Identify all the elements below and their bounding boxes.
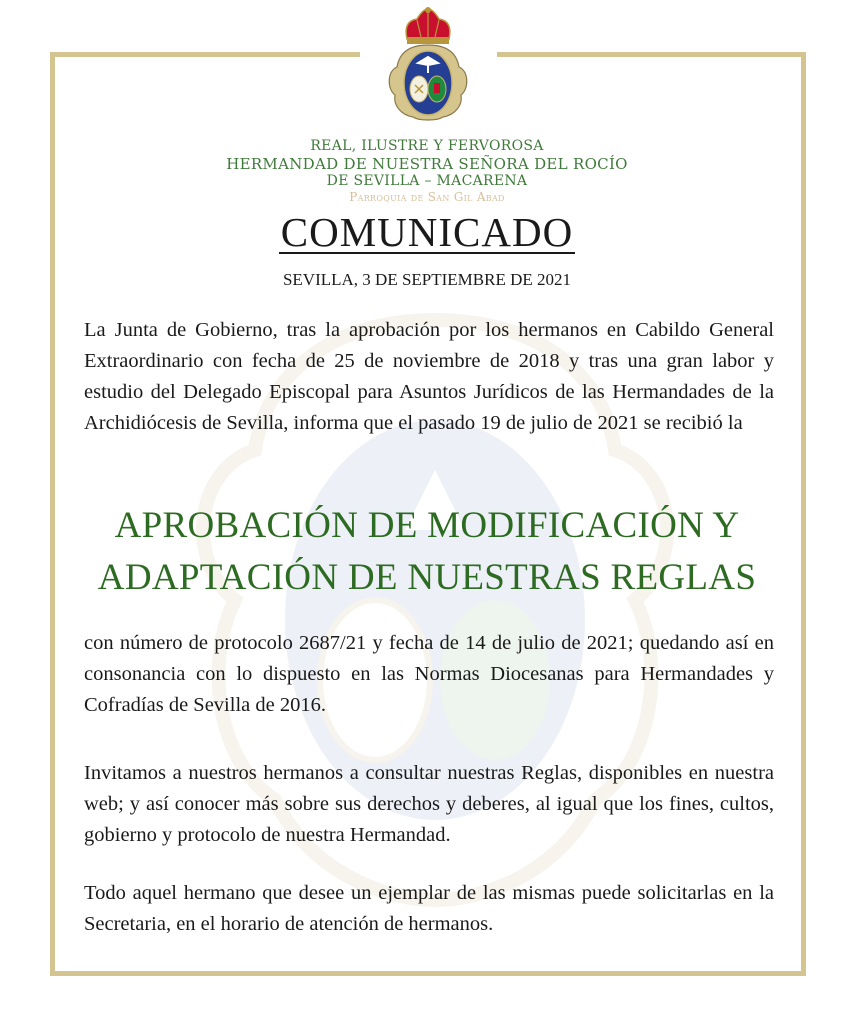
brotherhood-name-line2: HERMANDAD DE NUESTRA SEÑORA DEL ROCÍO [226, 155, 628, 173]
brotherhood-crest-icon [385, 5, 471, 123]
parish-name: Parroquia de San Gil Abad [349, 190, 505, 204]
brotherhood-name-line1: REAL, ILUSTRE Y FERVOROSA [310, 138, 544, 154]
paragraph-intro: La Junta de Gobierno, tras la aprobación por los hermanos en Cabildo General Extraordinario con fecha de 25 de noviembre de 2018 y tras una gran labor y estudio del Delegado Episcopal para Asuntos Jurídicos de las Hermandades de la Archidiócesis de Sevilla, informa que el pasado 19 de julio de 2021 se recibió la [84, 319, 774, 434]
frame-bottom [50, 971, 806, 976]
document-title-text: COMUNICADO [280, 209, 574, 255]
paragraph-protocol: con número de protocolo 2687/21 y fecha de 14 de julio de 2021; quedando así en consonancia con lo dispuesto en las Normas Diocesanas para Hermandades y Cofradías de Sevilla de 2016. [84, 632, 774, 716]
headline-line1: APROBACIÓN DE MODIFICACIÓN Y [114, 505, 740, 546]
document-title [0, 208, 854, 256]
brotherhood-name-line3: DE SEVILLA – MACARENA [326, 173, 528, 189]
document-date: SEVILLA, 3 DE SEPTIEMBRE DE 2021 [282, 270, 572, 289]
frame-top-left [50, 52, 360, 57]
headline-line2: ADAPTACIÓN DE NUESTRAS REGLAS [97, 557, 757, 598]
paragraph-invitation: Invitamos a nuestros hermanos a consultar nuestras Reglas, disponibles en nuestra web; y así conocer más sobre sus derechos y deberes, al igual que los fines, cultos, gobierno y protocolo de nuestra Hermandad. [84, 762, 774, 846]
headline [0, 500, 854, 604]
frame-top-right [497, 52, 806, 57]
paragraph-copies: Todo aquel hermano que desee un ejemplar de las mismas puede solicitarlas en la Secretaria, en el horario de atención de hermanos. [84, 882, 774, 935]
